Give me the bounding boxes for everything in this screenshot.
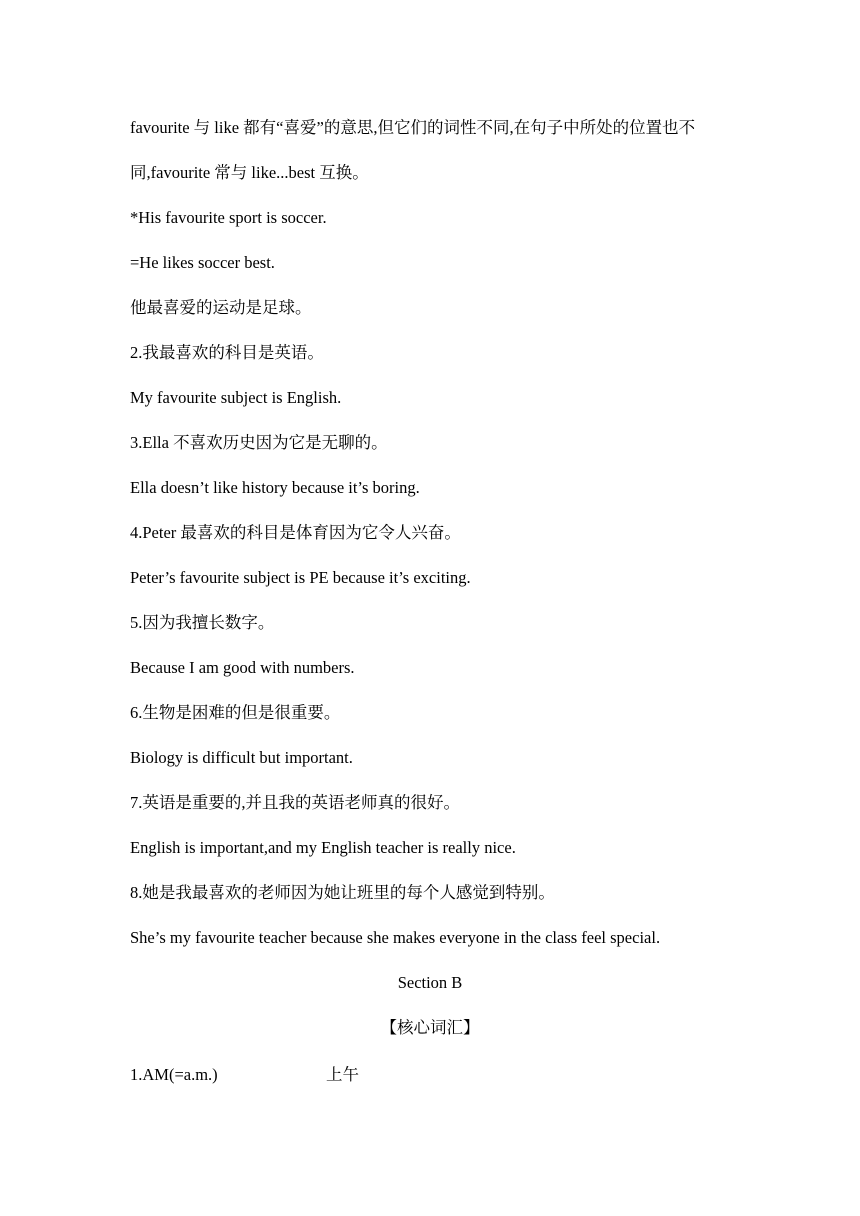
item-3-en: Ella doesn’t like history because it’s boring.: [130, 478, 420, 497]
item-5-en: Because I am good with numbers.: [130, 658, 355, 677]
item-6-zh: 6.生物是困难的但是很重要。: [130, 703, 341, 722]
paragraph-line-1: favourite 与 like 都有“喜爱”的意思,但它们的词性不同,在句子中所处的位置也不: [130, 118, 696, 137]
item-2-en: My favourite subject is English.: [130, 388, 342, 407]
example-sentence-en: *His favourite sport is soccer.: [130, 208, 327, 227]
item-2-zh: 2.我最喜欢的科目是英语。: [130, 343, 324, 362]
example-sentence-alt: =He likes soccer best.: [130, 253, 275, 272]
item-3-zh: 3.Ella 不喜欢历史因为它是无聊的。: [130, 433, 388, 452]
item-7-zh: 7.英语是重要的,并且我的英语老师真的很好。: [130, 793, 460, 812]
item-4-zh: 4.Peter 最喜欢的科目是体育因为它令人兴奋。: [130, 523, 461, 542]
vocab-meaning: 上午: [326, 1065, 359, 1084]
subsection-title: 【核心词汇】: [380, 1018, 480, 1037]
item-8-en: She’s my favourite teacher because she makes everyone in the class feel special.: [130, 928, 661, 947]
paragraph-line-2: 同,favourite 常与 like...best 互换。: [130, 163, 369, 182]
item-6-en: Biology is difficult but important.: [130, 748, 353, 767]
item-4-en: Peter’s favourite subject is PE because it’s exciting.: [130, 568, 471, 587]
section-title: Section B: [397, 973, 463, 992]
example-sentence-zh: 他最喜爱的运动是足球。: [130, 298, 312, 317]
item-5-zh: 5.因为我擅长数字。: [130, 613, 275, 632]
item-7-en: English is important,and my English teacher is really nice.: [130, 838, 516, 857]
item-8-zh: 8.她是我最喜欢的老师因为她让班里的每个人感觉到特别。: [130, 883, 555, 902]
vocab-term: 1.AM(=a.m.): [130, 1065, 218, 1084]
